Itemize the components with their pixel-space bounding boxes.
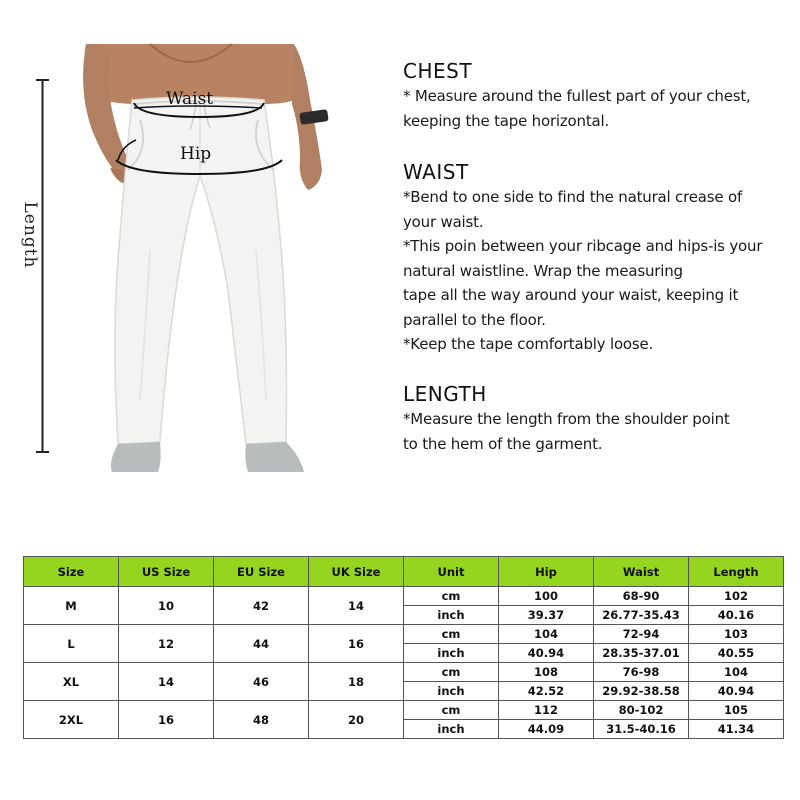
table-row [24, 625, 784, 644]
unit-cell: cm [404, 663, 499, 682]
uk-size-cell: 14 [309, 587, 404, 625]
size-cell: 2XL [24, 701, 119, 739]
header-uk-size: UK Size [309, 557, 404, 587]
us-size-cell: 14 [119, 663, 214, 701]
length-cell: 105 [689, 701, 784, 720]
hip-cell: 39.37 [499, 606, 594, 625]
uk-size-cell: 20 [309, 701, 404, 739]
hip-cell: 100 [499, 587, 594, 606]
header-waist: Waist [594, 557, 689, 587]
waist-cell: 28.35-37.01 [594, 644, 689, 663]
chest-title: CHEST [403, 59, 473, 83]
size-cell: XL [24, 663, 119, 701]
table-row [24, 663, 784, 682]
product-illustration [0, 0, 390, 490]
length-cell: 40.16 [689, 606, 784, 625]
size-cell: L [24, 625, 119, 663]
eu-size-cell: 44 [214, 625, 309, 663]
header-eu-size: EU Size [214, 557, 309, 587]
header-hip: Hip [499, 557, 594, 587]
uk-size-cell: 18 [309, 663, 404, 701]
hip-cell: 44.09 [499, 720, 594, 739]
header-size: Size [24, 557, 119, 587]
header-length: Length [689, 557, 784, 587]
hip-cell: 40.94 [499, 644, 594, 663]
waist-text-line: *Keep the tape comfortably loose. [403, 335, 654, 353]
length-label: Length [20, 201, 40, 269]
chest-text-line: * Measure around the fullest part of your chest, [403, 87, 751, 105]
hip-cell: 112 [499, 701, 594, 720]
length-cell: 103 [689, 625, 784, 644]
header-us-size: US Size [119, 557, 214, 587]
table-row [24, 701, 784, 720]
waist-text-line: parallel to the floor. [403, 310, 546, 329]
waist-cell: 31.5-40.16 [594, 720, 689, 739]
length-section [403, 381, 793, 456]
table-header-row [24, 557, 784, 587]
chest-section [403, 58, 793, 133]
length-cell: 40.94 [689, 682, 784, 701]
waist-cell: 26.77-35.43 [594, 606, 689, 625]
length-title: LENGTH [403, 382, 487, 406]
eu-size-cell: 46 [214, 663, 309, 701]
unit-cell: inch [404, 682, 499, 701]
right-shoe [245, 442, 304, 472]
waist-text-line: *This poin between your ribcage and hips-is your [403, 237, 763, 255]
size-chart-table [23, 556, 784, 739]
unit-cell: inch [404, 644, 499, 663]
chest-text-line: keeping the tape horizontal. [403, 111, 610, 130]
us-size-cell: 10 [119, 587, 214, 625]
waist-text-line: *Bend to one side to find the natural crease of [403, 188, 743, 206]
waist-text-line: your waist. [403, 212, 484, 231]
us-size-cell: 16 [119, 701, 214, 739]
waist-cell: 76-98 [594, 663, 689, 682]
waist-cell: 80-102 [594, 701, 689, 720]
size-cell: M [24, 587, 119, 625]
waist-cell: 29.92-38.58 [594, 682, 689, 701]
unit-cell: cm [404, 625, 499, 644]
length-cell: 104 [689, 663, 784, 682]
length-cell: 40.55 [689, 644, 784, 663]
waist-title: WAIST [403, 160, 469, 184]
hip-cell: 104 [499, 625, 594, 644]
unit-cell: inch [404, 606, 499, 625]
hip-label: Hip [180, 144, 212, 164]
length-cell: 41.34 [689, 720, 784, 739]
waist-cell: 72-94 [594, 625, 689, 644]
length-text-line: *Measure the length from the shoulder point [403, 410, 730, 428]
hip-cell: 108 [499, 663, 594, 682]
left-shoe [111, 442, 161, 472]
unit-cell: cm [404, 587, 499, 606]
waist-text-line: tape all the way around your waist, keeping it [403, 286, 739, 304]
length-text-line: to the hem of the garment. [403, 434, 603, 453]
eu-size-cell: 42 [214, 587, 309, 625]
uk-size-cell: 16 [309, 625, 404, 663]
length-cell: 102 [689, 587, 784, 606]
waist-text-line: natural waistline. Wrap the measuring [403, 261, 683, 280]
waist-cell: 68-90 [594, 587, 689, 606]
waist-label: Waist [166, 89, 214, 109]
hip-cell: 42.52 [499, 682, 594, 701]
model-pants-photo [0, 0, 390, 490]
us-size-cell: 12 [119, 625, 214, 663]
unit-cell: inch [404, 720, 499, 739]
header-unit: Unit [404, 557, 499, 587]
unit-cell: cm [404, 701, 499, 720]
waist-section [403, 159, 793, 357]
table-row [24, 587, 784, 606]
eu-size-cell: 48 [214, 701, 309, 739]
